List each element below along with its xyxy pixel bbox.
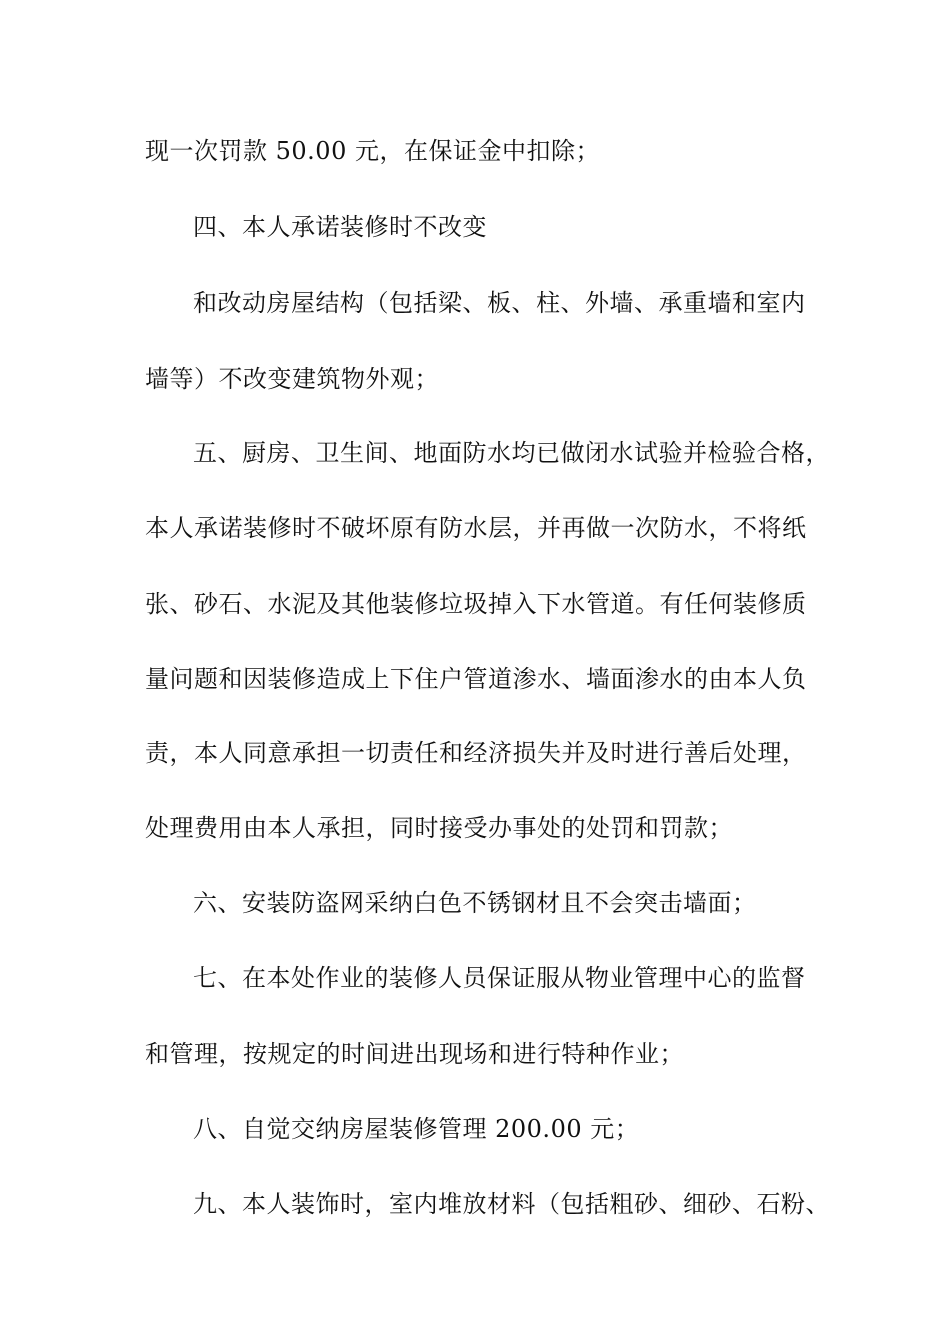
text-line: 处理费用由本人承担，同时接受办事处的处罚和罚款； (145, 814, 733, 842)
text-line: 九、本人装饰时，室内堆放材料（包括粗砂、细砂、石粉、 (193, 1190, 830, 1218)
text-line: 责，本人同意承担一切责任和经济损失并及时进行善后处理， (145, 739, 807, 767)
text-line: 七、在本处作业的装修人员保证服从物业管理中心的监督 (193, 964, 806, 992)
text-line: 现一次罚款 50.00 元，在保证金中扣除； (145, 137, 600, 165)
text-line: 四、本人承诺装修时不改变 (193, 213, 487, 241)
text-line: 六、安装防盗网采纳白色不锈钢材且不会突击墙面； (193, 889, 757, 917)
text-line: 张、砂石、水泥及其他装修垃圾掉入下水管道。有任何装修质 (145, 590, 807, 618)
text-line: 五、厨房、卫生间、地面防水均已做闭水试验并检验合格， (193, 439, 830, 467)
text-line: 本人承诺装修时不破坏原有防水层，并再做一次防水，不将纸 (145, 514, 807, 542)
text-line: 和改动房屋结构（包括梁、板、柱、外墙、承重墙和室内 (193, 289, 806, 317)
text-line: 量问题和因装修造成上下住户管道渗水、墙面渗水的由本人负 (145, 665, 807, 693)
text-line: 墙等）不改变建筑物外观； (145, 365, 439, 393)
text-line: 和管理，按规定的时间进出现场和进行特种作业； (145, 1040, 684, 1068)
text-line: 八、自觉交纳房屋装修管理 200.00 元； (193, 1115, 640, 1143)
